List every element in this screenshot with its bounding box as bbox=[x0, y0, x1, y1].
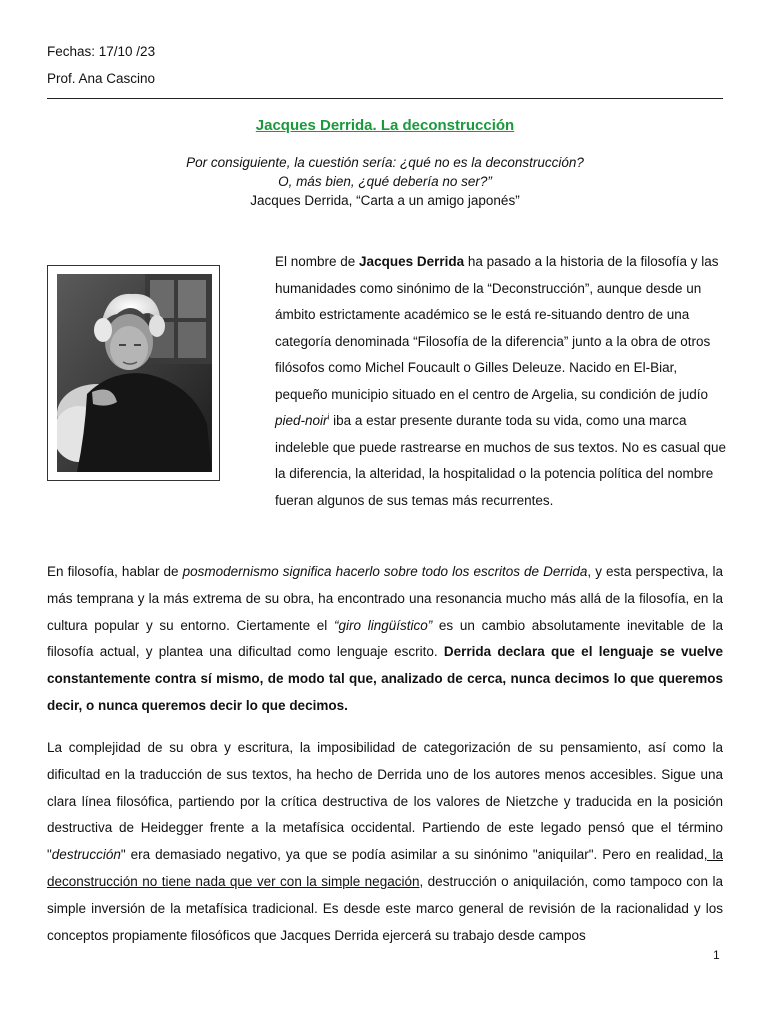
intro-text: iba a estar presente durante toda su vida, como una marca indeleble que puede rastrearse en muchos de sus textos. No es casual que la diferencia, la alteridad, la hospitalidad o la potencia política del nombre fueran algunos de sus temas más recurrentes. bbox=[275, 413, 727, 508]
paragraph-italic: posmodernismo significa hacerlo sobre todo los escritos de Derrida bbox=[182, 564, 588, 579]
paragraph-text: es un cambio absolutamente inevitable de la filosofía actual, y plantea una dificultad como lenguaje escrito. bbox=[47, 617, 723, 660]
epigraph bbox=[47, 153, 723, 210]
epigraph-source: Jacques Derrida, “Carta a un amigo japonés” bbox=[250, 193, 520, 208]
footnote-mark[interactable]: i bbox=[327, 412, 330, 422]
paragraph-italic: “giro lingüístico” bbox=[334, 617, 433, 633]
paragraph-bold: Derrida declara que el lenguaje se vuelve constantemente contra sí mismo, de modo tal que, analizado de cerca, nunca decimos lo que queremos decir, o nunca queremos decir lo que decimos. bbox=[47, 644, 723, 713]
document-title: Jacques Derrida. La deconstrucción bbox=[255, 117, 515, 134]
intro-name: Jacques Derrida bbox=[359, 254, 465, 269]
epigraph-line-2: O, más bien, ¿qué debería no ser?” bbox=[278, 174, 492, 189]
intro-text: El nombre de bbox=[275, 254, 360, 269]
date-line: Fechas: 17/10 /23 bbox=[47, 44, 156, 59]
paragraph-complejidad bbox=[47, 735, 723, 949]
paragraph-posmodernismo bbox=[47, 559, 723, 720]
intro-italic-term: pied-noir bbox=[275, 413, 328, 428]
paragraph-text: , y esta perspectiva, la más temprana y la más extrema de su obra, ha encontrado una resonancia mucho más allá de la filosofía, en la cultura popular y su entorno. Ciertamente el bbox=[47, 564, 723, 633]
portrait-photo bbox=[47, 265, 220, 481]
intro-text: ha pasado a la historia de la filosofía y las humanidades como sinónimo de la “Deconstrucción”, aunque desde un ámbito estrictamente académico se le está re-situando dentro de una categoría denominada “Filosofía de la diferencia” junto a la obra de otros filósofos como Michel Foucault o Gilles Deleuze. Nacido en El-Biar, pequeño municipio situado en el centro de Argelia, su condición de judío bbox=[275, 254, 719, 402]
header-divider bbox=[47, 98, 723, 99]
intro-paragraph bbox=[275, 249, 727, 514]
portrait-photo-icon bbox=[57, 274, 212, 472]
paragraph-underlined: , la deconstrucción no tiene nada que ver con la simple negación bbox=[47, 847, 723, 889]
paragraph-text: " era demasiado negativo, ya que se podía asimilar a su sinónimo "aniquilar". Pero en realidad bbox=[120, 847, 704, 863]
epigraph-line-1: Por consiguiente, la cuestión sería: ¿qué no es la deconstrucción? bbox=[186, 155, 584, 170]
paragraph-text: La complejidad de su obra y escritura, la imposibilidad de categorización de su pensamiento, así como la dificultad en la traducción de sus textos, ha hecho de Derrida uno de los autores menos accesibles. Sigue una clara línea filosófica, partiendo por la crítica destructiva de los valores de Nietzche y traducida en la posición destructiva de Heidegger frente a la metafísica occidental. Partiendo de este legado pensó que el término " bbox=[47, 740, 723, 863]
page-number: 1 bbox=[713, 948, 720, 962]
paragraph-text: En filosofía, hablar de bbox=[47, 564, 183, 579]
paragraph-italic: destrucción bbox=[51, 847, 121, 863]
professor-line: Prof. Ana Cascino bbox=[47, 71, 156, 86]
paragraph-text: , destrucción o aniquilación, como tampoco con la simple inversión de la metafísica tradicional. Es desde este marco general de revisión de la racionalidad y los conceptos propiamente filosóficos que Jacques Derrida ejercerá su trabajo desde campos bbox=[47, 873, 723, 943]
